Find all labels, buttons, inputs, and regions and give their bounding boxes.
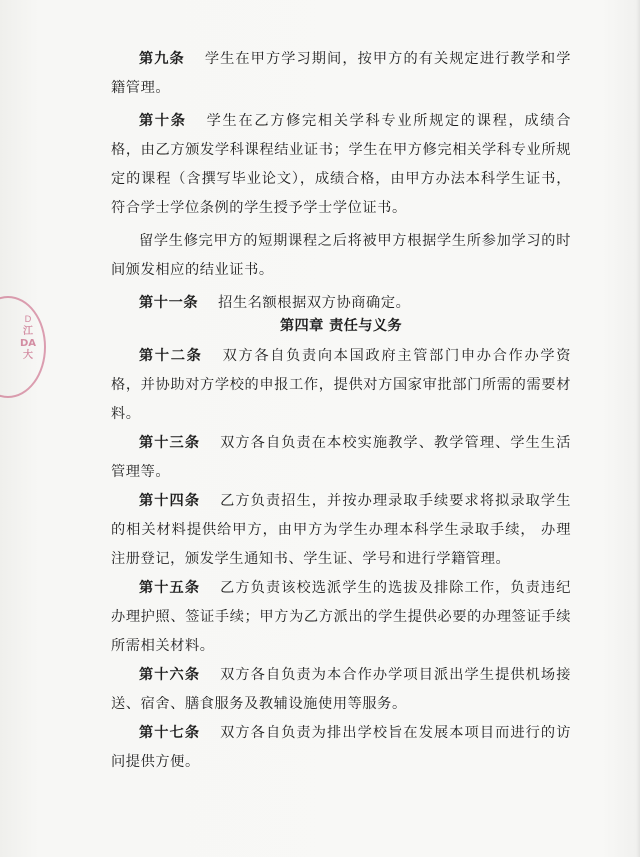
article-number: 第九条 (139, 51, 185, 67)
seal-line: DA (19, 338, 37, 349)
article-number: 第十四条 (139, 493, 201, 509)
seal-lettering (16, 314, 40, 362)
article-text: 双方各自负责向本国政府主管部门申办合作办学资格，并协助对方学校的申报工作，提供对方国家审批部门所需的需要材料。 (111, 348, 572, 422)
article-number: 第十二条 (139, 348, 203, 364)
article-number: 第十条 (139, 113, 187, 129)
article-number: 第十三条 (139, 435, 201, 451)
article-number: 第十六条 (139, 667, 201, 683)
article-paragraph (111, 574, 571, 661)
article-text: 留学生修完甲方的短期课程之后将被甲方根据学生所参加学习的时间颁发相应的结业证书。 (111, 233, 571, 278)
article-paragraph (111, 487, 571, 574)
articles-upper (111, 45, 571, 318)
article-number: 第十五条 (139, 580, 201, 596)
article-number: 第十一条 (139, 295, 199, 311)
article-paragraph (111, 719, 571, 777)
article-paragraph (111, 227, 571, 285)
article-number: 第十七条 (139, 725, 201, 741)
article-paragraph (111, 342, 571, 429)
chapter-title: 第四章 责任与义务 (279, 318, 403, 334)
article-text: 学生在乙方修完相关学科专业所规定的课程，成绩合格，由乙方颁发学科课程结业证书；学生在甲方修完相关学科专业所规定的课程（含撰写毕业论文），成绩合格，由甲方办法本科学生证书，符合学士学位条例的学生授予学士学位证书。 (111, 113, 571, 216)
article-paragraph (111, 661, 571, 719)
article-text: 双方各自负责为本合作办学项目派出学生提供机场接送、宿舍、膳食服务及教辅设施使用等服务。 (111, 667, 571, 712)
article-text: 双方各自负责在本校实施教学、教学管理、学生生活管理等。 (111, 435, 571, 480)
article-text: 学生在甲方学习期间，按甲方的有关规定进行教学和学籍管理。 (111, 51, 571, 96)
articles-lower (111, 342, 571, 777)
seal-line: D (24, 315, 32, 325)
chapter-heading-block (111, 312, 571, 341)
article-paragraph (111, 429, 571, 487)
red-seal-stamp (0, 296, 46, 398)
article-text: 乙方负责该校选派学生的选拔及排除工作，负责违纪办理护照、签证手续；甲方为乙方派出的学生提供必要的办理签证手续所需相关材料。 (111, 580, 571, 654)
article-text: 招生名额根据双方协商确定。 (218, 295, 411, 311)
article-text: 双方各自负责为排出学校旨在发展本项目而进行的访问提供方便。 (111, 725, 571, 770)
seal-line: 江 (23, 326, 33, 337)
article-paragraph (111, 45, 571, 103)
seal-line: 大 (23, 350, 33, 361)
article-paragraph (111, 107, 571, 223)
page-edge-shadow (636, 0, 640, 857)
article-text: 乙方负责招生，并按办理录取手续要求将拟录取学生的相关材料提供给甲方，由甲方为学生办理本科学生录取手续， 办理注册登记，颁发学生通知书、学生证、学号和进行学籍管理。 (111, 493, 571, 567)
